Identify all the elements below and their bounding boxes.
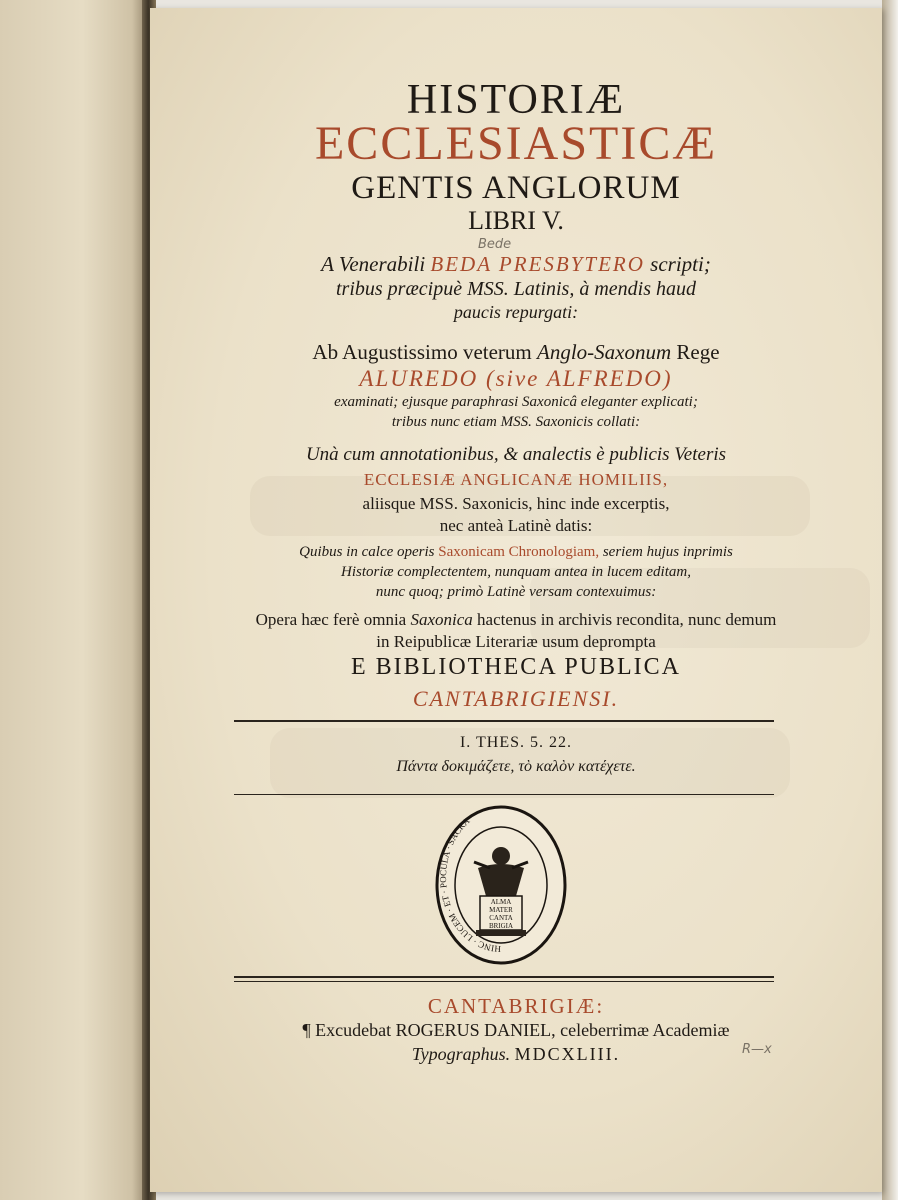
king-prefix: Ab Augustissimo veterum <box>312 340 532 364</box>
epigraph-text: Πάντα δοκιμάζετε, τὸ καλὸν κατέχετε. <box>396 758 636 775</box>
author-line-2: tribus præcipuè MSS. Latinis, à mendis haud <box>335 278 696 300</box>
king-people: Anglo-Saxonum <box>537 340 672 364</box>
imprint-year: MDCXLIII. <box>514 1044 621 1064</box>
king-title: Rege <box>676 340 720 364</box>
library-line-2: CANTABRIGIENSI. <box>412 686 620 711</box>
annot-line-4: nec anteà Latinè datis: <box>439 516 593 535</box>
king-line-1 <box>150 340 882 365</box>
pencil-annotation-corner: R—x <box>742 1042 772 1057</box>
printer-statement: Excudebat ROGERUS DANIEL, celeberrimæ Academiæ <box>315 1020 730 1040</box>
epigraph-ref: I. THES. 5. 22. <box>459 734 573 751</box>
author-line-3: paucis repurgati: <box>453 302 579 322</box>
pencil-annotation: Bede <box>478 237 512 252</box>
imprint-line-2 <box>150 1020 882 1041</box>
imprint-line-3 <box>150 1044 882 1065</box>
opera-saxonica: Saxonica <box>410 610 473 629</box>
annot-line-3: aliisque MSS. Saxonicis, hinc inde excerptis, <box>362 494 670 513</box>
seal-inscription-word: BRIGIA <box>488 922 514 930</box>
page-edge <box>882 0 898 1200</box>
rule-bottom-thin <box>234 981 774 982</box>
opera-suffix: hactenus in archivis recondita, nunc demum <box>477 610 777 629</box>
chron-suffix: seriem hujus inprimis <box>602 544 733 560</box>
typographus: Typographus. <box>411 1044 511 1064</box>
title-line-1: HISTORIÆ <box>406 77 626 123</box>
annot-line-1: Unà cum annotationibus, & analectis è publicis Veteris <box>305 444 727 465</box>
chron-title: Saxonicam Chronologiam, <box>438 544 600 560</box>
library-line-1: E BIBLIOTHECA PUBLICA <box>351 654 681 680</box>
title-line-3: GENTIS ANGLORUM <box>351 170 681 206</box>
title-page <box>150 8 882 1192</box>
seal-inscription-word: MATER <box>489 906 513 914</box>
rule-top <box>234 720 774 722</box>
chron-line-1 <box>150 544 882 561</box>
chron-line-3: nunc quoq; primò Latinè versam contexuimus: <box>375 584 657 600</box>
author-line-1 <box>150 252 882 277</box>
king-line-4: tribus nunc etiam MSS. Saxonicis collati: <box>391 414 641 430</box>
king-line-3: examinati; ejusque paraphrasi Saxonicâ eleganter explicati; <box>334 394 698 410</box>
opera-line-2: in Reipublicæ Literariæ usum deprompta <box>376 632 656 651</box>
rule-mid <box>234 794 774 795</box>
left-page <box>0 0 150 1200</box>
chron-line-2: Historiæ complectentem, nunquam antea in lucem editam, <box>341 564 691 580</box>
seal-inscription-word: CANTA <box>489 914 513 922</box>
annot-line-2: ECCLESIÆ ANGLICANÆ HOMILIIS, <box>363 470 669 489</box>
seal-inscription <box>489 898 513 930</box>
university-seal <box>434 804 568 966</box>
rule-bottom <box>234 976 774 978</box>
imprint-place: CANTABRIGIÆ: <box>427 994 605 1018</box>
seal-inscription-word: ALMA <box>490 898 512 906</box>
seal-motto: HINC · LUCEM · ET · POCULA · SACRA · <box>438 812 502 955</box>
chron-prefix: Quibus in calce operis <box>299 544 435 560</box>
author-name: BEDA PRESBYTERO <box>430 252 645 276</box>
title-line-2: ECCLESIASTICÆ <box>314 117 718 170</box>
author-suffix: scripti; <box>650 252 711 276</box>
author-prefix: A Venerabili <box>321 252 426 276</box>
title-line-4: LIBRI V. <box>468 206 564 235</box>
opera-line-1 <box>150 610 882 630</box>
paragraph-mark: ¶ <box>302 1020 311 1040</box>
opera-prefix: Opera hæc ferè omnia <box>255 610 407 629</box>
king-name: ALUREDO (sive ALFREDO) <box>359 366 673 391</box>
